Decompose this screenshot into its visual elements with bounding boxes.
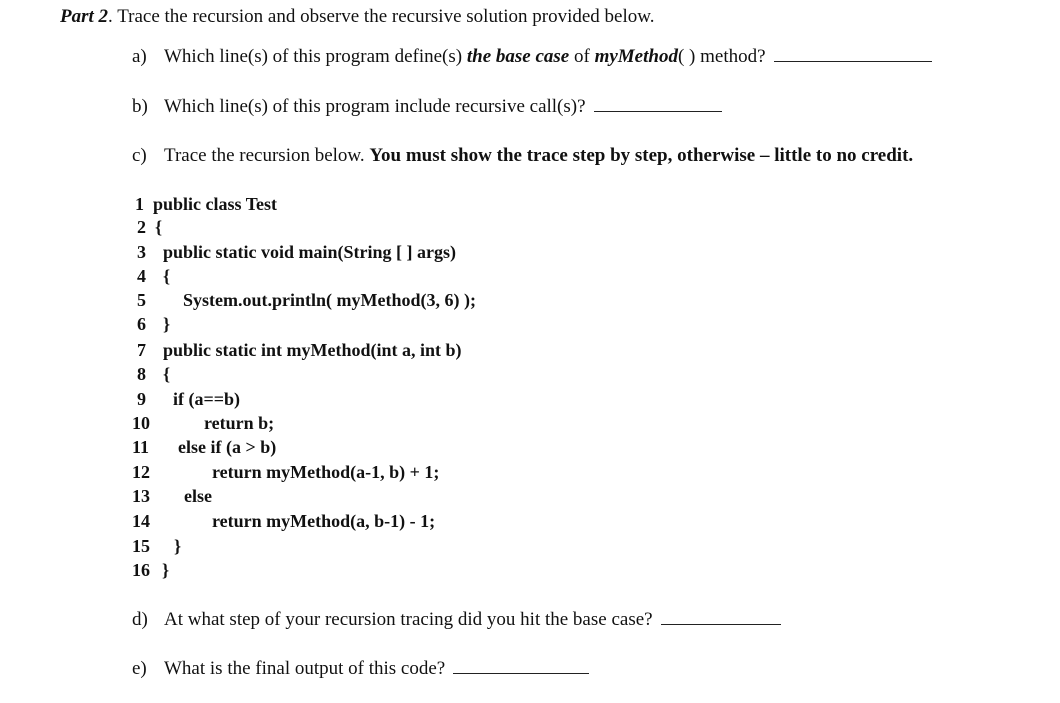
code-text: return myMethod(a, b-1) - 1; [212, 511, 436, 531]
question-a-pre: Which line(s) of this program define(s) [164, 46, 467, 67]
question-d [132, 609, 781, 631]
question-d-letter: d) [132, 609, 148, 630]
code-text: return myMethod(a-1, b) + 1; [212, 462, 440, 482]
question-a-post: ( ) method? [677, 46, 766, 67]
question-c-text: Trace the recursion below. [164, 145, 370, 166]
part-label: Part 2 [60, 6, 109, 27]
line-number: 6 [137, 314, 146, 334]
code-text: } [163, 314, 171, 334]
question-a-answer-blank[interactable] [774, 60, 932, 62]
question-a-letter: a) [132, 46, 147, 67]
line-number: 16 [132, 560, 150, 580]
question-c-instruction: You must show the trace step by step, otherwise – little to no credit. [369, 145, 914, 166]
question-e [132, 658, 589, 680]
line-number: 11 [132, 437, 150, 457]
question-a [132, 46, 932, 68]
question-a-method: myMethod [594, 46, 678, 67]
code-text: { [163, 364, 171, 384]
code-text: return b; [204, 413, 275, 433]
code-text: { [163, 266, 171, 286]
line-number: 10 [132, 413, 150, 433]
code-line-8 [137, 364, 170, 385]
code-text: System.out.println( myMethod(3, 6) ); [183, 290, 476, 310]
question-e-answer-blank[interactable] [453, 672, 589, 674]
code-text: else [184, 486, 212, 506]
line-number: 4 [137, 266, 146, 286]
line-number: 8 [137, 364, 146, 384]
code-line-12 [132, 462, 439, 483]
code-text: } [174, 536, 182, 556]
line-number: 5 [137, 290, 146, 310]
code-line-6 [137, 314, 170, 335]
code-line-1 [135, 194, 277, 215]
code-line-9 [137, 389, 240, 410]
line-number: 14 [132, 511, 150, 531]
question-b [132, 96, 722, 118]
question-c-letter: c) [132, 145, 147, 166]
line-number: 7 [137, 340, 146, 360]
line-number: 9 [137, 389, 146, 409]
code-text: } [162, 560, 170, 580]
code-text: public static int myMethod(int a, int b) [163, 340, 462, 360]
line-number: 3 [137, 242, 146, 262]
code-line-2 [137, 217, 162, 238]
code-text: if (a==b) [173, 389, 241, 409]
question-e-text: What is the final output of this code? [164, 658, 446, 679]
code-text: { [155, 217, 163, 237]
question-b-letter: b) [132, 96, 148, 117]
code-line-10 [132, 413, 274, 434]
code-text: public class Test [153, 194, 278, 214]
code-line-16 [132, 560, 169, 581]
code-line-11 [132, 437, 276, 458]
question-a-mid: of [569, 46, 595, 67]
line-number: 1 [135, 194, 144, 214]
code-line-7 [137, 340, 462, 361]
page-heading [60, 6, 655, 28]
code-line-15 [132, 536, 181, 557]
code-text: else if (a > b) [178, 437, 277, 457]
line-number: 12 [132, 462, 150, 482]
question-a-emphasis: the base case [466, 46, 570, 67]
code-text: public static void main(String [ ] args) [163, 242, 457, 262]
question-d-text: At what step of your recursion tracing did you hit the base case? [164, 609, 653, 630]
question-c [132, 145, 913, 167]
code-line-14 [132, 511, 435, 532]
code-line-3 [137, 242, 456, 263]
code-line-13 [132, 486, 212, 507]
line-number: 13 [132, 486, 150, 506]
code-line-5 [137, 290, 476, 311]
question-b-answer-blank[interactable] [594, 110, 722, 112]
line-number: 2 [137, 217, 146, 237]
line-number: 15 [132, 536, 150, 556]
question-d-answer-blank[interactable] [661, 623, 781, 625]
heading-text: . Trace the recursion and observe the recursive solution provided below. [108, 6, 655, 27]
question-e-letter: e) [132, 658, 147, 679]
code-line-4 [137, 266, 170, 287]
question-b-text: Which line(s) of this program include recursive call(s)? [164, 96, 586, 117]
